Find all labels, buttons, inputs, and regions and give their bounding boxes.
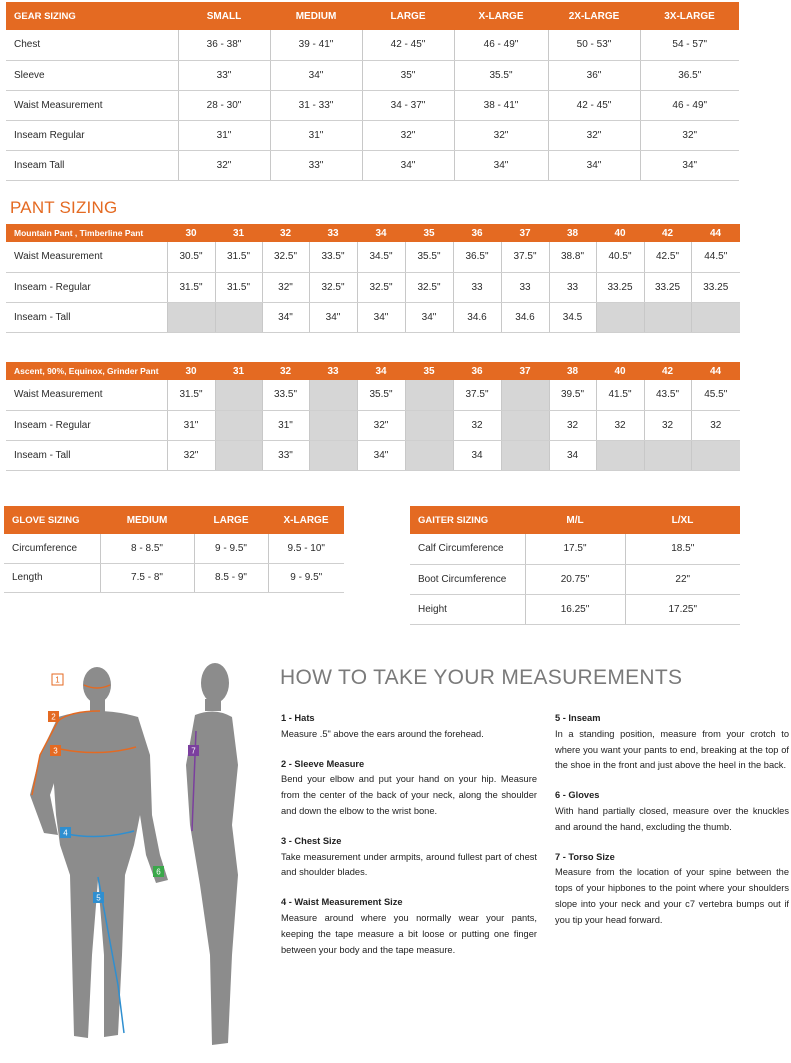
table-cell: 35" — [362, 60, 454, 90]
table-row — [4, 534, 344, 563]
column-header: MEDIUM — [100, 506, 194, 534]
column-header: M/L — [525, 506, 625, 534]
step-title: 1 - Hats — [281, 713, 315, 723]
table-cell: 32" — [362, 120, 454, 150]
table-cell: 34.6 — [453, 302, 501, 332]
empty-cell — [596, 302, 644, 332]
marker-5 — [93, 892, 104, 903]
table-cell: 34" — [405, 302, 453, 332]
table-cell: 42 - 45" — [362, 30, 454, 60]
column-header: 36 — [453, 224, 501, 242]
table-cell: 33.5" — [309, 242, 357, 272]
table-cell: 33" — [270, 150, 362, 180]
gaiter-sizing-table — [410, 506, 740, 625]
table-cell: 32 — [596, 410, 644, 440]
empty-cell — [215, 440, 262, 470]
table-cell: 32.5" — [309, 272, 357, 302]
column-header: 38 — [549, 224, 596, 242]
table-cell: 32.5" — [357, 272, 405, 302]
pant1-header-row — [6, 224, 740, 242]
table-cell: 35.5" — [454, 60, 548, 90]
column-header: 32 — [262, 224, 309, 242]
instructions-left-column — [281, 711, 537, 972]
table-cell: 17.5" — [525, 534, 625, 564]
table-cell: 32" — [640, 120, 739, 150]
front-figure-silhouette — [30, 667, 168, 1038]
gear-sizing-table — [6, 2, 739, 181]
table-cell: 41.5" — [596, 380, 644, 410]
row-label: Calf Circumference — [410, 534, 525, 564]
table-cell: 32.5" — [405, 272, 453, 302]
table-cell: 46 - 49" — [454, 30, 548, 60]
table-cell: 43.5" — [644, 380, 691, 410]
table-cell: 34" — [640, 150, 739, 180]
column-header: 33 — [309, 362, 357, 380]
measurement-step — [281, 834, 537, 881]
empty-cell — [501, 380, 549, 410]
table-cell: 36.5" — [453, 242, 501, 272]
table-cell: 38.8" — [549, 242, 596, 272]
table-cell: 34" — [362, 150, 454, 180]
table-cell: 8 - 8.5" — [100, 534, 194, 563]
step-text: In a standing position, measure from your crotch to where you want your pants to end, breaking at the top of the shoe in the front and just above the heel in the back. — [555, 728, 789, 771]
empty-cell — [691, 302, 740, 332]
table-row — [4, 563, 344, 592]
table-cell: 42.5" — [644, 242, 691, 272]
table-row — [6, 410, 740, 440]
column-header: 37 — [501, 224, 549, 242]
empty-cell — [405, 410, 453, 440]
column-header: 37 — [501, 362, 549, 380]
column-header: 31 — [215, 362, 262, 380]
table-cell: 30.5" — [167, 242, 215, 272]
table-row — [6, 302, 740, 332]
table-cell: 34" — [548, 150, 640, 180]
empty-cell — [596, 440, 644, 470]
measurement-step — [555, 788, 789, 835]
table-cell: 31" — [178, 120, 270, 150]
column-header: 44 — [691, 362, 740, 380]
table-row — [6, 150, 739, 180]
table-cell: 17.25" — [625, 594, 740, 624]
step-title: 7 - Torso Size — [555, 851, 615, 862]
table-cell: 32" — [548, 120, 640, 150]
table-cell: 31.5" — [167, 272, 215, 302]
instructions-right-column — [555, 711, 789, 943]
table-row — [6, 380, 740, 410]
table-cell: 20.75" — [525, 564, 625, 594]
table-row — [6, 30, 739, 60]
table-cell: 34" — [270, 60, 362, 90]
empty-cell — [215, 410, 262, 440]
step-text: With hand partially closed, measure over the knuckles and around the hand, excluding the thumb. — [555, 805, 789, 832]
table-cell: 32" — [454, 120, 548, 150]
row-label: Inseam Regular — [6, 120, 178, 150]
table-cell: 34 — [549, 440, 596, 470]
column-header: 38 — [549, 362, 596, 380]
column-header: L/XL — [625, 506, 740, 534]
table-cell: 33.25 — [644, 272, 691, 302]
column-header: 42 — [644, 362, 691, 380]
table-cell: 38 - 41" — [454, 90, 548, 120]
table-row — [410, 594, 740, 624]
column-header: 35 — [405, 224, 453, 242]
step-title: 6 - Gloves — [555, 790, 600, 801]
row-label: Inseam Tall — [6, 150, 178, 180]
column-header: 35 — [405, 362, 453, 380]
table-cell: 54 - 57" — [640, 30, 739, 60]
column-header: 2X-LARGE — [548, 2, 640, 30]
table-cell: 33 — [453, 272, 501, 302]
table-cell: 36 - 38" — [178, 30, 270, 60]
row-label: Sleeve — [6, 60, 178, 90]
table-row — [6, 90, 739, 120]
measurement-step — [555, 711, 789, 774]
table-cell: 44.5" — [691, 242, 740, 272]
table-row — [410, 564, 740, 594]
gear-sizing-header-row — [6, 2, 739, 30]
step-title: 4 - Waist Measurement Size — [281, 897, 403, 908]
empty-cell — [501, 440, 549, 470]
table-cell: 32" — [357, 410, 405, 440]
table-cell: 33.25 — [691, 272, 740, 302]
measurement-step — [281, 711, 537, 743]
table-cell: 33.25 — [596, 272, 644, 302]
column-header: SMALL — [178, 2, 270, 30]
table-cell: 9 - 9.5" — [268, 563, 344, 592]
table-cell: 9 - 9.5" — [194, 534, 268, 563]
step-text: Measure .5" above the ears around the forehead. — [281, 728, 484, 739]
table-cell: 33 — [501, 272, 549, 302]
table-cell: 31" — [167, 410, 215, 440]
empty-cell — [644, 302, 691, 332]
column-header: 36 — [453, 362, 501, 380]
marker-6 — [153, 866, 164, 877]
empty-cell — [215, 302, 262, 332]
column-header: 32 — [262, 362, 309, 380]
table-cell: 33 — [549, 272, 596, 302]
step-text: Measure around where you normally wear your pants, keeping the tape measure a bit loose or putting one finger between your body and the tape measure. — [281, 912, 537, 955]
row-label: Inseam - Tall — [6, 302, 167, 332]
row-label: Waist Measurement — [6, 90, 178, 120]
gear-sizing-header: GEAR SIZING — [6, 2, 178, 30]
table-row — [6, 120, 739, 150]
table-cell: 9.5 - 10" — [268, 534, 344, 563]
glove-sizing-header: GLOVE SIZING — [4, 506, 100, 534]
column-header: 42 — [644, 224, 691, 242]
table-cell: 32" — [178, 150, 270, 180]
glove-sizing-table — [4, 506, 344, 593]
column-header: X-LARGE — [454, 2, 548, 30]
empty-cell — [691, 440, 740, 470]
table-cell: 32" — [262, 272, 309, 302]
pant2-header: Ascent, 90%, Equinox, Grinder Pant — [6, 362, 167, 380]
table-cell: 32 — [644, 410, 691, 440]
row-label: Inseam - Regular — [6, 410, 167, 440]
table-cell: 46 - 49" — [640, 90, 739, 120]
svg-text:3: 3 — [53, 746, 58, 756]
table-cell: 34" — [357, 440, 405, 470]
column-header: X-LARGE — [268, 506, 344, 534]
table-cell: 34" — [357, 302, 405, 332]
svg-text:7: 7 — [191, 746, 196, 756]
gaiter-sizing-header: GAITER SIZING — [410, 506, 525, 534]
table-row — [6, 440, 740, 470]
measurement-step — [555, 850, 789, 929]
table-cell: 45.5" — [691, 380, 740, 410]
table-cell: 31.5" — [215, 242, 262, 272]
pant-sizing-title: PANT SIZING — [10, 198, 118, 217]
table-cell: 31 - 33" — [270, 90, 362, 120]
gaiter-header-row — [410, 506, 740, 534]
table-cell: 33" — [178, 60, 270, 90]
svg-text:6: 6 — [156, 867, 161, 877]
column-header: 34 — [357, 224, 405, 242]
table-cell: 28 - 30" — [178, 90, 270, 120]
table-cell: 33.5" — [262, 380, 309, 410]
table-cell: 31" — [270, 120, 362, 150]
column-header: 33 — [309, 224, 357, 242]
svg-text:4: 4 — [63, 828, 68, 838]
table-cell: 32 — [453, 410, 501, 440]
body-measurement-figure — [0, 655, 270, 1063]
table-cell: 32" — [167, 440, 215, 470]
row-label: Length — [4, 563, 100, 592]
column-header: 31 — [215, 224, 262, 242]
empty-cell — [644, 440, 691, 470]
step-title: 2 - Sleeve Measure — [281, 758, 365, 769]
row-label: Waist Measurement — [6, 242, 167, 272]
marker-2 — [48, 711, 59, 722]
table-cell: 32 — [691, 410, 740, 440]
measurement-step — [281, 895, 537, 958]
table-row — [6, 242, 740, 272]
table-row — [410, 534, 740, 564]
table-row — [6, 60, 739, 90]
measurement-step — [281, 757, 537, 820]
table-cell: 36.5" — [640, 60, 739, 90]
row-label: Inseam - Tall — [6, 440, 167, 470]
column-header: 40 — [596, 362, 644, 380]
row-label: Circumference — [4, 534, 100, 563]
column-header: 30 — [167, 362, 215, 380]
pant-sizing-table-mountain — [6, 224, 740, 333]
table-cell: 34 — [453, 440, 501, 470]
table-cell: 37.5" — [501, 242, 549, 272]
step-text: Bend your elbow and put your hand on your hip. Measure from the center of the back of your neck, along the shoulder and down the elbow to the wrist bone. — [281, 774, 537, 816]
table-cell: 35.5" — [357, 380, 405, 410]
empty-cell — [501, 410, 549, 440]
empty-cell — [215, 380, 262, 410]
row-label: Chest — [6, 30, 178, 60]
row-label: Inseam - Regular — [6, 272, 167, 302]
pant2-header-row — [6, 362, 740, 380]
table-row — [6, 272, 740, 302]
glove-header-row — [4, 506, 344, 534]
table-cell: 34 - 37" — [362, 90, 454, 120]
table-cell: 34.5" — [357, 242, 405, 272]
table-cell: 22" — [625, 564, 740, 594]
column-header: 30 — [167, 224, 215, 242]
column-header: 44 — [691, 224, 740, 242]
table-cell: 34" — [454, 150, 548, 180]
how-to-measure-title: HOW TO TAKE YOUR MEASUREMENTS — [280, 666, 683, 689]
empty-cell — [309, 440, 357, 470]
table-cell: 33" — [262, 440, 309, 470]
table-cell: 35.5" — [405, 242, 453, 272]
step-text: Take measurement under armpits, around fullest part of chest and shoulder blades. — [281, 851, 537, 878]
table-cell: 31.5" — [215, 272, 262, 302]
table-cell: 7.5 - 8" — [100, 563, 194, 592]
column-header: 3X-LARGE — [640, 2, 739, 30]
table-cell: 31" — [262, 410, 309, 440]
svg-text:5: 5 — [96, 893, 101, 903]
empty-cell — [309, 410, 357, 440]
table-cell: 34" — [309, 302, 357, 332]
marker-7 — [188, 745, 199, 756]
empty-cell — [405, 440, 453, 470]
table-cell: 34.5 — [549, 302, 596, 332]
table-cell: 16.25" — [525, 594, 625, 624]
marker-3 — [50, 745, 61, 756]
column-header: 40 — [596, 224, 644, 242]
marker-4 — [60, 827, 71, 838]
table-cell: 40.5" — [596, 242, 644, 272]
column-header: MEDIUM — [270, 2, 362, 30]
row-label: Boot Circumference — [410, 564, 525, 594]
table-cell: 50 - 53" — [548, 30, 640, 60]
svg-text:2: 2 — [51, 712, 56, 722]
column-header: LARGE — [362, 2, 454, 30]
table-cell: 34.6 — [501, 302, 549, 332]
step-title: 5 - Inseam — [555, 713, 601, 723]
row-label: Waist Measurement — [6, 380, 167, 410]
step-title: 3 - Chest Size — [281, 835, 342, 846]
table-cell: 42 - 45" — [548, 90, 640, 120]
pant1-header: Mountain Pant , Timberline Pant — [6, 224, 167, 242]
marker-1 — [52, 674, 63, 685]
table-cell: 34" — [262, 302, 309, 332]
table-cell: 32 — [549, 410, 596, 440]
step-text: Measure from the location of your spine between the tops of your hipbones to the point where your shoulders slope into your neck and your c7 vertebra bumps out if you tip your head forward. — [555, 867, 789, 925]
table-cell: 32.5" — [262, 242, 309, 272]
row-label: Height — [410, 594, 525, 624]
column-header: 34 — [357, 362, 405, 380]
table-cell: 37.5" — [453, 380, 501, 410]
column-header: LARGE — [194, 506, 268, 534]
empty-cell — [309, 380, 357, 410]
side-figure-silhouette — [186, 663, 238, 1045]
table-cell: 31.5" — [167, 380, 215, 410]
table-cell: 36" — [548, 60, 640, 90]
pant-sizing-table-ascent — [6, 362, 740, 471]
table-cell: 8.5 - 9" — [194, 563, 268, 592]
empty-cell — [167, 302, 215, 332]
empty-cell — [405, 380, 453, 410]
svg-text:1: 1 — [55, 675, 60, 685]
table-cell: 39 - 41" — [270, 30, 362, 60]
table-cell: 39.5" — [549, 380, 596, 410]
table-cell: 18.5" — [625, 534, 740, 564]
